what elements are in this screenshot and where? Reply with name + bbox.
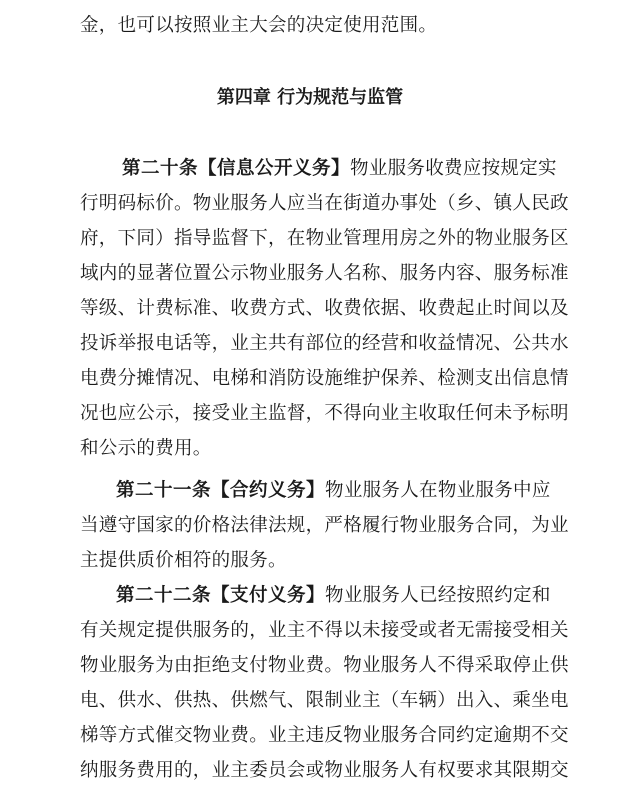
paragraph-line: 电、供水、供热、供燃气、限制业主（车辆）出入、乘坐电 bbox=[80, 690, 569, 711]
article-22-first-line bbox=[116, 584, 550, 608]
paragraph-line: 有关规定提供服务的，业主不得以未接受或者无需接受相关 bbox=[80, 620, 569, 641]
paragraph-line: 梯等方式催交物业费。业主违反物业服务合同约定逾期不交 bbox=[80, 725, 569, 746]
paragraph-line: 投诉举报电话等，业主共有部位的经营和收益情况、公共水 bbox=[80, 333, 569, 354]
article-21-heading: 第二十一条【合约义务】 bbox=[116, 480, 326, 501]
paragraph-line: 纳服务费用的，业主委员会或物业服务人有权要求其限期交 bbox=[80, 760, 569, 781]
paragraph-line: 等级、计费标准、收费方式、收费依据、收费起止时间以及 bbox=[80, 298, 569, 319]
paragraph-line: 电费分摊情况、电梯和消防设施维护保养、检测支出信息情 bbox=[80, 368, 569, 389]
paragraph-line: 当遵守国家的价格法律法规，严格履行物业服务合同，为业 bbox=[80, 515, 569, 536]
paragraph-line: 金，也可以按照业主大会的决定使用范围。 bbox=[80, 15, 438, 36]
paragraph-line: 府，下同）指导监督下，在物业管理用房之外的物业服务区 bbox=[80, 228, 569, 249]
article-20-first-line bbox=[122, 157, 557, 181]
article-21-first-line bbox=[116, 479, 550, 503]
article-21-text: 物业服务人在物业服务中应 bbox=[325, 480, 551, 501]
paragraph-line: 主提供质价相符的服务。 bbox=[80, 550, 287, 571]
paragraph-line: 况也应公示，接受业主监督，不得向业主收取任何未予标明 bbox=[80, 403, 569, 424]
paragraph-line: 物业服务为由拒绝支付物业费。物业服务人不得采取停止供 bbox=[80, 655, 569, 676]
paragraph-line: 行明码标价。物业服务人应当在街道办事处（乡、镇人民政 bbox=[80, 193, 569, 214]
article-22-heading: 第二十二条【支付义务】 bbox=[116, 585, 326, 606]
article-20-heading: 第二十条【信息公开义务】 bbox=[122, 158, 351, 179]
article-22-text: 物业服务人已经按照约定和 bbox=[325, 585, 551, 606]
paragraph-line: 和公示的费用。 bbox=[80, 438, 212, 459]
chapter-title: 第四章 行为规范与监管 bbox=[216, 87, 404, 108]
paragraph-line: 域内的显著位置公示物业服务人名称、服务内容、服务标准 bbox=[80, 263, 569, 284]
article-20-text: 物业服务收费应按规定实 bbox=[350, 158, 557, 179]
